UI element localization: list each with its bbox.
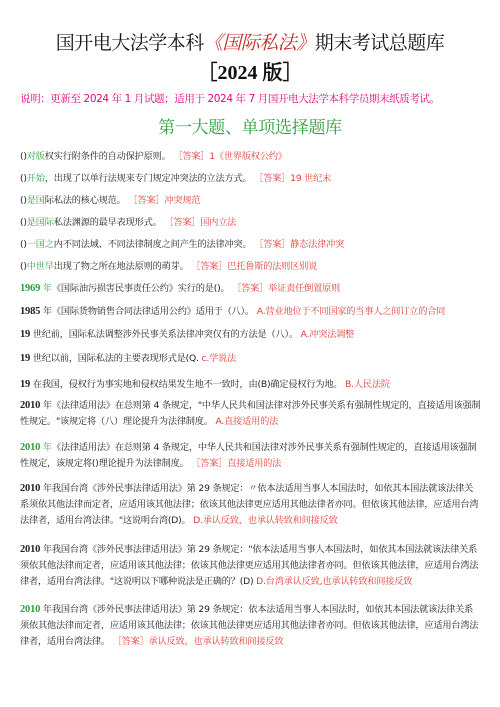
edition-label: ［2024 版］ (197, 62, 303, 84)
question-item: ()一国之内不同法域、不同法律制度之间产生的法律冲突。 ［答案］静态法律冲突 (20, 239, 345, 250)
title-suffix: 期末考试总题库 (314, 32, 445, 54)
question-item: ()是国际私法的核心规范。 ［答案］冲突规范 (20, 195, 201, 206)
question-item: 2010 年《法律适用法》在总则第 4 条规定，"中华人民共和国法律对涉外民事关系有强制性规定的，直接适用该强制性规定。"该规定将（八）理论提升为法律制度。 A.直接适用的法 (20, 400, 481, 427)
question-item: 1985 年《国际货物销售合同法律适用公约》适用于（八）。 A.营业地位于不同国家的当事人之间订立的合同 (20, 306, 446, 317)
question-item: ()对版权实行附条件的自动保护原则。 ［答案］1《世界版权公约》 (20, 151, 287, 162)
description-note: 说明：更新至 2024 年 1 月试题；适用于 2024 年 7 月国开电大法学本科学员期末纸质考试。 (20, 93, 440, 105)
question-item: ()中世早出现了物之所在地法原则的萌芽。 ［答案］巴托鲁斯的法则区别说 (20, 261, 318, 272)
title-prefix: 国开电大法学本科 (55, 32, 204, 54)
question-item: 19 世纪前，国际私法调整涉外民事关系法律冲突仅有的方法是（八）。 A.冲突法调整 (20, 329, 355, 340)
question-item: ()开始，出现了以单行法规来专门规定冲突法的立法方式。 ［答案］19 世纪末 (20, 173, 332, 184)
question-item: 2010 年《法律适用法》在总则第 4 条规定，中华人民共和国法律对涉外民事关系有强制性规定的，直接适用该强制性规定，该规定将()理论提升为法律制度。 ［答案］直接适用的法 (20, 442, 477, 469)
question-item: ()是国际私法渊源的最早表现形式。 ［答案］国内立法 (20, 217, 237, 228)
section-title: 第一大题、单项选择题库 (158, 118, 342, 138)
question-item: 2010 年我国台湾《涉外民事法律适用法》第 29 条规定："依本法适用当事人本国法时，如依其本国法就该法律关系须依其他法律而定者，应适用该其他法律；依该其他法律更应适用其他法律者亦同。但依该其他法律，应适用台湾法律者，适用台湾法律。"这说明以下哪种说法是正确的？(D) D.台湾承认反致,也承认转致和间接反致 (20, 544, 479, 587)
question-item: 1969 年《国际油污损害民事责任公约》实行的是()。 ［答案］举证责任倒置原则 (20, 283, 341, 294)
title-highlight: 《国际私法》 (203, 32, 315, 54)
question-item: 2010 年我国台湾《涉外民事法律适用法》第 29 条规定：依本法适用当事人本国法时，如依其本国法就该法律关系须依其他法律而定者，应适用该其他法律；依该其他法律更应适用其他法律者亦同。但依该其他法律，应适用台湾法律者，适用台湾法律。 ［答案］承认反致，也承认转致和间接反致 (20, 604, 479, 647)
page-title (0, 30, 500, 56)
question-item: 2010 年我国台湾《涉外民事法律适用法》第 29 条规定：〃依本法适用当事人本国法时，如依其本国法就该法律关系须依其他法律而定者，应适用该其他法律；依该其他法律更应适用其他法律者亦同。但依该其他法律，应适用台湾法律者，适用台湾法律。"这说明台湾(D)。 D.承认反致，也承认转致和间接反致 (20, 483, 479, 526)
question-item: 19 在我国，侵权行为事实地和侵权结果发生地不一致时，由(B)确定侵权行为地。 B.人民法院 (20, 379, 390, 390)
question-item: 19 世纪以前，国际私法的主要表现形式是(Q. c.学说法 (20, 353, 237, 364)
